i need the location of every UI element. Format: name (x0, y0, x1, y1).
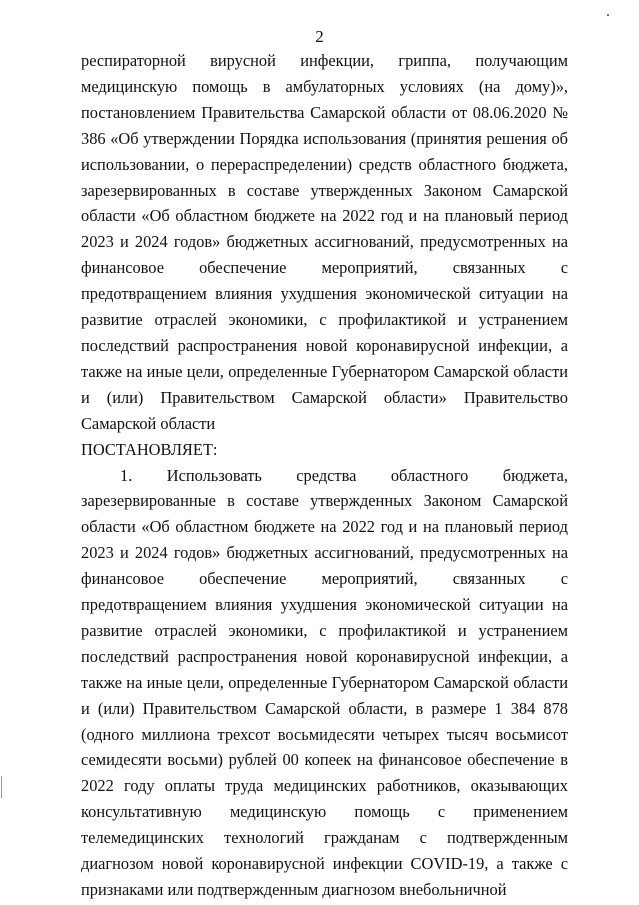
scan-edge-mark (1, 776, 2, 798)
paragraph-item-1: 1. Использовать средства областного бюджета, зарезервированные в составе утвержденных Законом Самарской области «Об областном бюджете на 2022 год и на плановый период 2023 и 2024 годов» бюджетных ассигнований, предусмотренных на финансовое обеспечение мероприятий, связанных с предотвращением влияния ухудшения экономической ситуации на развитие отраслей экономики, с профилактикой и устранением последствий распространения новой коронавирусной инфекции, а также на иные цели, определенные Губернатором Самарской области и (или) Правительством Самарской области, в размере 1 384 878 (одного миллиона трехсот восьмидесяти четырех тысяч восьмисот семидесяти восьми) рублей 00 копеек на финансовое обеспечение в 2022 году оплаты труда медицинских работников, оказывающих консультативную медицинскую помощь с применением телемедицинских технологий гражданам с подтвержденным диагнозом новой коронавирусной инфекции COVID-19, а также с признаками или подтвержденным диагнозом внебольничной (81, 465, 568, 899)
paragraph-continuation: респираторной вирусной инфекции, гриппа, получающим медицинскую помощь в амбулаторных условиях (на дому)», постановлением Правительства Самарской области от 08.06.2020 № 386 «Об утверждении Порядка использования (принятия решения об использовании, о перераспределении) средств областного бюджета, зарезервированных в составе утвержденных Законом Самарской области «Об областном бюджете на 2022 год и на плановый период 2023 и 2024 годов» бюджетных ассигнований, предусмотренных на финансовое обеспечение мероприятий, связанных с предотвращением влияния ухудшения экономической ситуации на развитие отраслей экономики, с профилактикой и устранением последствий распространения новой коронавирусной инфекции, а также на иные цели, определенные Губернатором Самарской области и (или) Правительством Самарской области» Правительство Самарской области (81, 51, 568, 433)
document-body (81, 48, 568, 903)
scan-speck (607, 14, 609, 16)
paragraph-decree: ПОСТАНОВЛЯЕТ: (81, 439, 218, 459)
page-number: 2 (315, 27, 324, 46)
